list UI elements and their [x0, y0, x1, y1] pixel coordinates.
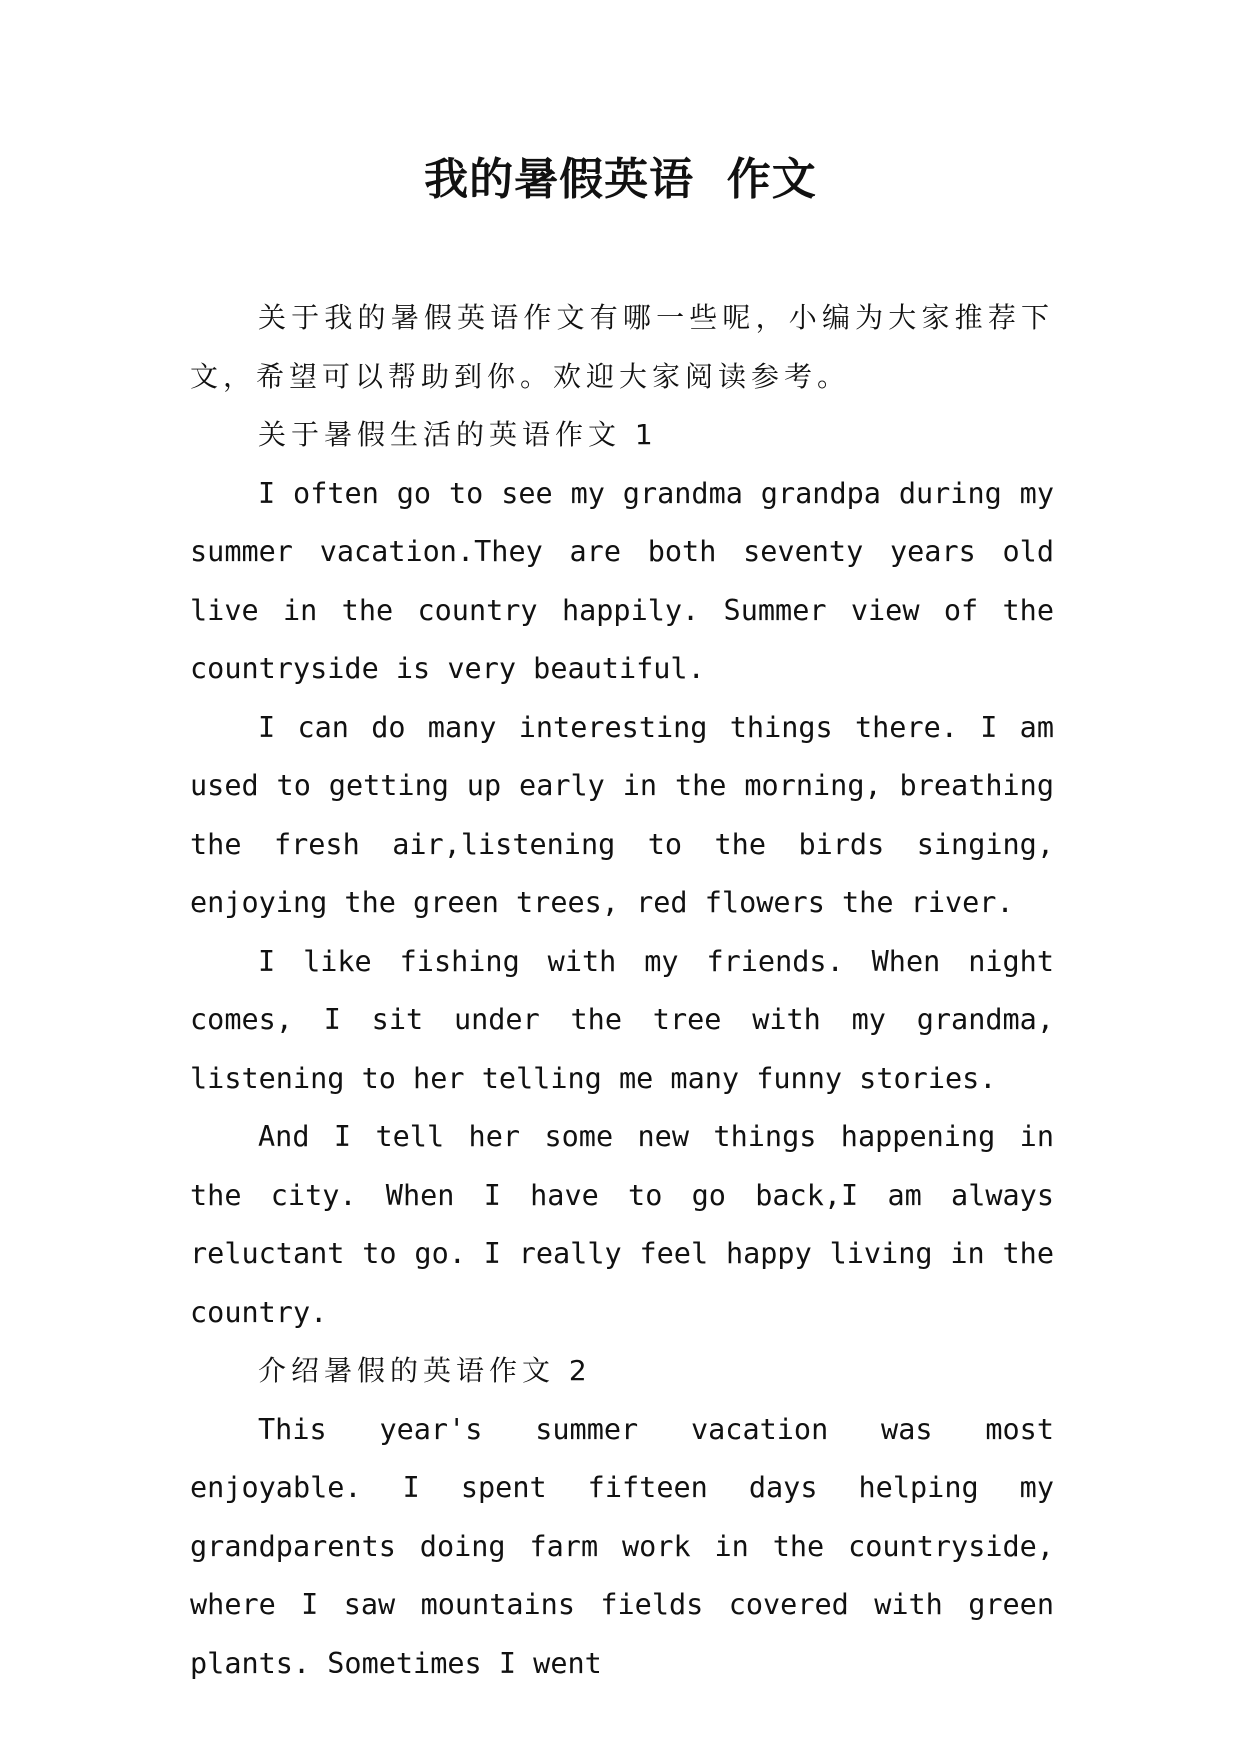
intro-paragraph: 关于我的暑假英语作文有哪一些呢，小编为大家推荐下文，希望可以帮助到你。欢迎大家阅读参考。	[190, 301, 1054, 393]
essay1-paragraph-4: And I tell her some new things happening in the city. When I have to go back,I am always reluctant to go. I really feel happy living in the country.	[190, 1120, 1054, 1329]
document-title: 我的暑假英语 作文	[424, 154, 817, 205]
section-heading-1: 关于暑假生活的英语作文 1	[258, 418, 658, 451]
section-heading-2: 介绍暑假的英语作文 2	[258, 1354, 592, 1387]
essay1-paragraph-1: I often go to see my grandma grandpa during my summer vacation.They are both seventy years old live in the country happily. Summer view of the countryside is very beautiful.	[190, 476, 1054, 685]
essay1-paragraph-3: I like fishing with my friends. When night comes, I sit under the tree with my grandma, listening to her telling me many funny stories.	[190, 944, 1054, 1095]
essay2-paragraph-1: This year's summer vacation was most enjoyable. I spent fifteen days helping my grandparents doing farm work in the countryside, where I saw mountains fields covered with green plants. Sometimes I went	[190, 1412, 1054, 1680]
document-body	[190, 289, 1054, 1693]
essay1-paragraph-2: I can do many interesting things there. I am used to getting up early in the morning, breathing the fresh air,listening to the birds singing, enjoying the green trees, red flowers the river.	[190, 710, 1054, 919]
